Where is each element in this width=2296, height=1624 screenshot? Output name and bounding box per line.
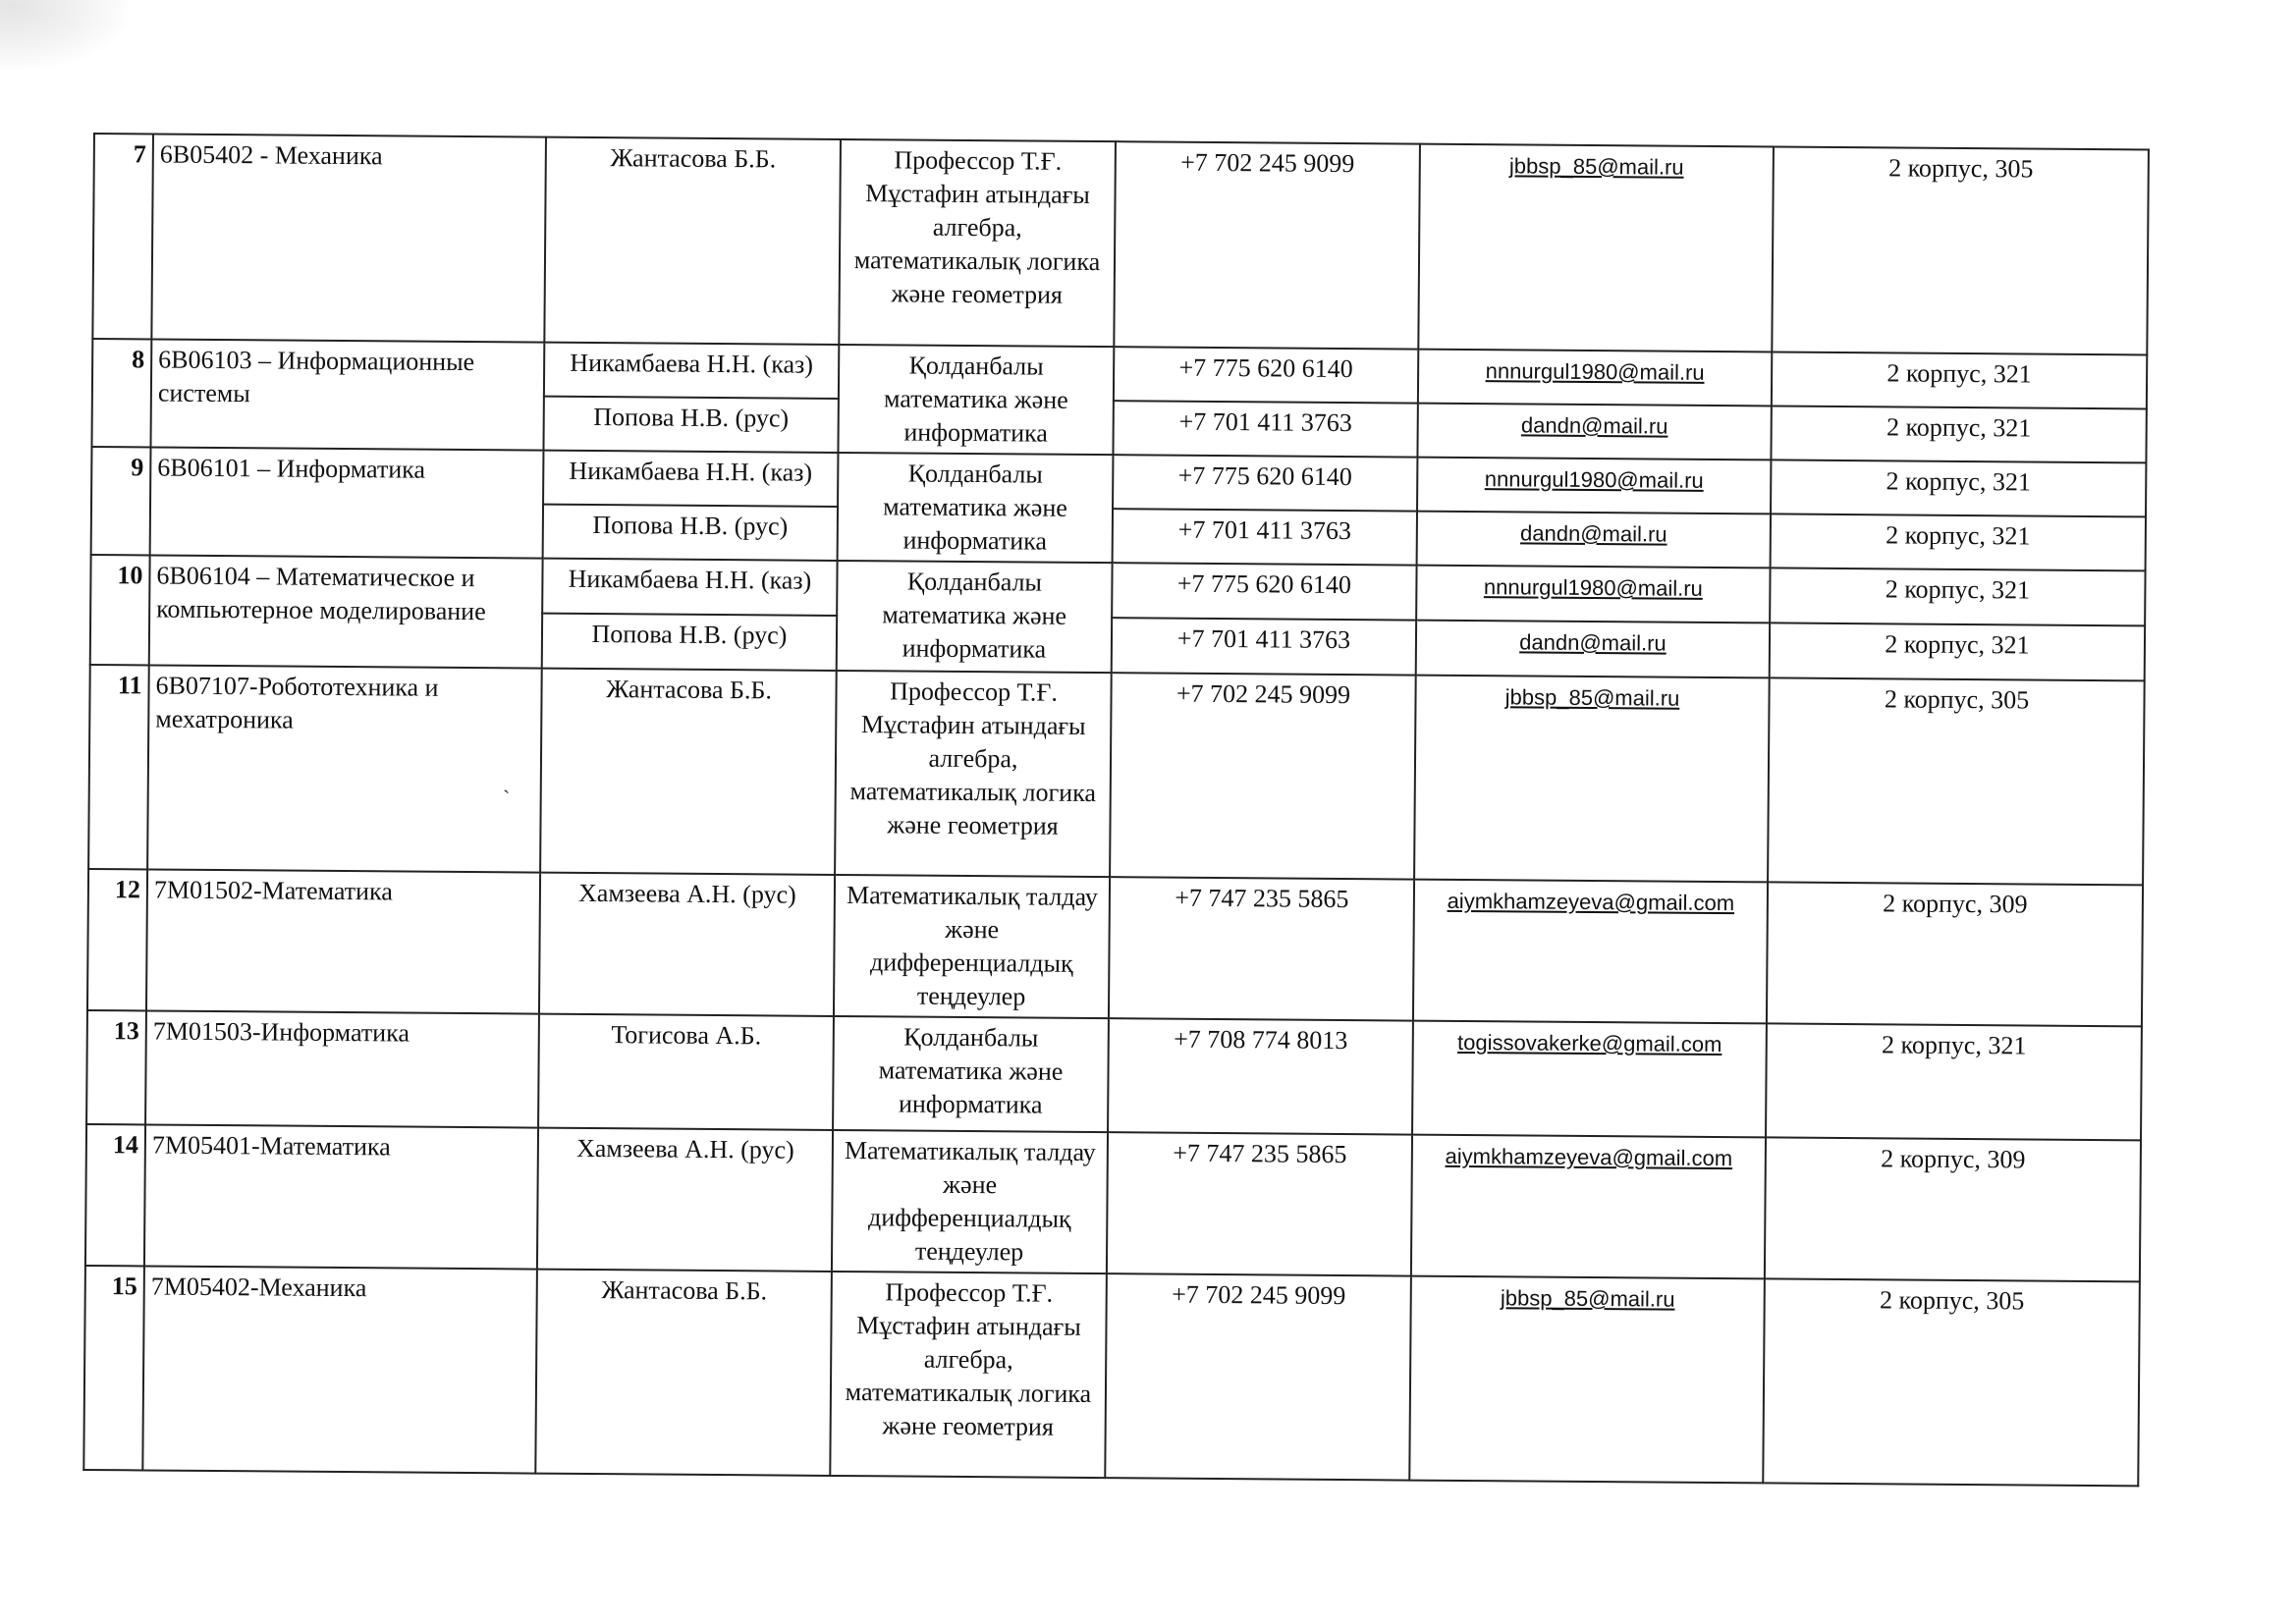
email-link[interactable]: dandn@mail.ru (1520, 412, 1668, 439)
phone-number: +7 708 774 8013 (1108, 1018, 1413, 1134)
table-row (85, 1124, 2141, 1281)
room-location: 2 корпус, 309 (1765, 1137, 2141, 1281)
program-name: 6В06103 – Информационные системы (150, 339, 544, 450)
department-name: Қолданбалы математика және информатика (837, 561, 1113, 673)
program-name: 7М01502-Математика (146, 869, 540, 1013)
responsible-person: Жантасова Б.Б. (544, 137, 841, 345)
table-row (83, 1266, 2140, 1486)
responsible-person: Попова Н.В. (рус) (543, 397, 838, 453)
row-number: 8 (91, 339, 151, 447)
room-location: 2 корпус, 321 (1771, 514, 2146, 570)
contacts-table (82, 133, 2150, 1487)
program-name: 6В06104 – Математическое и компьютерное моделирование (149, 555, 543, 668)
responsible-person: Хамзеева А.Н. (рус) (537, 1128, 833, 1272)
table-body (83, 134, 2149, 1486)
email-cell (1418, 144, 1774, 352)
row-number: 14 (85, 1124, 145, 1266)
table-row (92, 134, 2149, 354)
responsible-person: Попова Н.В. (рус) (543, 505, 838, 561)
program-name: 7М05401-Математика (144, 1124, 538, 1269)
email-cell (1416, 621, 1770, 678)
responsible-person: Никамбаева Н.Н. (каз) (544, 343, 839, 399)
department-name: Профессор Т.Ғ. Мұстафин атындағы алгебра, математикалық логика және геометрия (830, 1272, 1107, 1478)
row-number: 11 (88, 665, 149, 869)
table-row (86, 1010, 2142, 1140)
department-name: Қолданбалы математика және информатика (833, 1016, 1109, 1132)
phone-number: +7 702 245 9099 (1105, 1273, 1411, 1480)
department-name: Математикалық талдау және дифференциалдық теңдеулер (832, 1130, 1108, 1273)
scan-smudge (0, 0, 128, 69)
room-location: 2 корпус, 321 (1766, 1023, 2142, 1140)
department-name: Профессор Т.Ғ. Мұстафин атындағы алгебра, математикалық логика және геометрия (835, 671, 1112, 877)
table-row (88, 665, 2145, 885)
phone-number: +7 747 235 5865 (1109, 877, 1414, 1020)
room-location: 2 корпус, 321 (1772, 352, 2147, 408)
email-cell (1418, 350, 1772, 406)
room-location: 2 корпус, 321 (1771, 460, 2146, 516)
email-link[interactable]: jbbsp_85@mail.ru (1508, 153, 1684, 180)
program-name: 6В05402 - Механика (151, 134, 546, 342)
row-number: 9 (91, 447, 151, 555)
email-link[interactable]: jbbsp_85@mail.ru (1504, 684, 1680, 711)
phone-number: +7 702 245 9099 (1110, 673, 1416, 879)
email-cell (1417, 458, 1771, 514)
program-name: 7М05402-Механика (142, 1266, 537, 1473)
email-link[interactable]: nnnurgul1980@mail.ru (1484, 466, 1704, 493)
responsible-person: Жантасова Б.Б. (535, 1270, 832, 1476)
email-cell (1416, 566, 1770, 623)
email-cell (1417, 404, 1771, 460)
row-number: 15 (83, 1266, 144, 1470)
row-number: 12 (87, 869, 147, 1010)
email-link[interactable]: togissovakerke@gmail.com (1456, 1029, 1722, 1057)
email-cell (1412, 1021, 1767, 1138)
phone-number: +7 775 620 6140 (1112, 563, 1416, 620)
room-location: 2 корпус, 305 (1763, 1278, 2140, 1486)
table-row (87, 869, 2143, 1026)
row-number: 13 (86, 1010, 146, 1124)
scan-speck: ˎ (503, 769, 511, 793)
email-cell (1411, 1135, 1766, 1279)
row-number: 7 (92, 134, 153, 339)
room-location: 2 корпус, 305 (1772, 146, 2149, 354)
email-cell (1417, 512, 1771, 568)
email-link[interactable]: dandn@mail.ru (1519, 629, 1667, 656)
phone-number: +7 702 245 9099 (1114, 141, 1420, 349)
responsible-person: Никамбаева Н.Н. (каз) (543, 451, 838, 507)
phone-number: +7 701 411 3763 (1113, 509, 1417, 565)
responsible-person: Жантасова Б.Б. (540, 669, 837, 875)
phone-number: +7 747 235 5865 (1107, 1132, 1412, 1275)
phone-number: +7 775 620 6140 (1113, 455, 1417, 511)
program-name: 7М01503-Информатика (145, 1010, 539, 1127)
phone-number: +7 775 620 6140 (1114, 347, 1418, 403)
email-link[interactable]: jbbsp_85@mail.ru (1500, 1285, 1675, 1312)
email-link[interactable]: dandn@mail.ru (1519, 520, 1667, 547)
responsible-person: Хамзеева А.Н. (рус) (539, 873, 835, 1016)
room-location: 2 корпус, 321 (1770, 623, 2145, 680)
responsible-person: Попова Н.В. (рус) (542, 614, 837, 671)
phone-number: +7 701 411 3763 (1113, 401, 1417, 457)
email-cell (1409, 1276, 1765, 1484)
program-name: 6В07107-Робототехника и мехатроника (147, 665, 542, 872)
room-location: 2 корпус, 321 (1771, 406, 2146, 462)
responsible-person: Никамбаева Н.Н. (каз) (542, 559, 837, 616)
department-name: Математикалық талдау және дифференциалдық теңдеулер (834, 875, 1110, 1018)
room-location: 2 корпус, 321 (1770, 568, 2145, 625)
room-location: 2 корпус, 305 (1768, 677, 2145, 885)
email-link[interactable]: nnnurgul1980@mail.ru (1485, 358, 1705, 385)
email-cell (1413, 880, 1768, 1024)
department-name: Профессор Т.Ғ. Мұстафин атындағы алгебра, математикалық логика және геометрия (839, 139, 1116, 347)
department-name: Қолданбалы математика және информатика (838, 345, 1114, 455)
responsible-person: Тогисова А.Б. (538, 1014, 834, 1130)
email-link[interactable]: aiymkhamzeyeva@gmail.com (1447, 888, 1735, 916)
department-name: Қолданбалы математика және информатика (838, 453, 1114, 563)
program-name: 6В06101 – Информатика (150, 447, 544, 558)
room-location: 2 корпус, 309 (1767, 882, 2143, 1026)
email-link[interactable]: nnnurgul1980@mail.ru (1483, 574, 1703, 601)
row-number: 10 (90, 555, 150, 665)
email-link[interactable]: aiymkhamzeyeva@gmail.com (1445, 1143, 1733, 1171)
phone-number: +7 701 411 3763 (1112, 618, 1416, 675)
email-cell (1414, 676, 1770, 883)
